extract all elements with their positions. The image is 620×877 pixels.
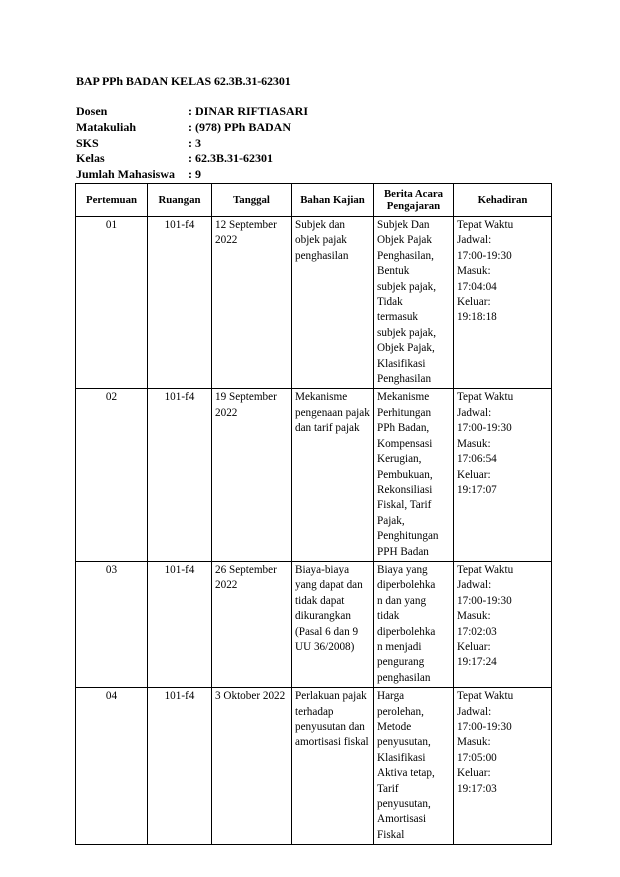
cell-tanggal: 3 Oktober 2022 bbox=[212, 688, 292, 845]
cell-bahan-kajian: Perlakuan pajak terhadap penyusutan dan amortisasi fiskal bbox=[292, 688, 374, 845]
table-header-row bbox=[76, 184, 552, 217]
berita-line: Subjek Dan bbox=[377, 219, 430, 231]
info-row-dosen bbox=[76, 104, 308, 120]
attendance-table bbox=[75, 183, 552, 845]
info-value: : 3 bbox=[188, 135, 201, 150]
cell-ruangan: 101-f4 bbox=[148, 688, 212, 845]
berita-line: penyusutan, bbox=[377, 798, 431, 811]
table-row bbox=[76, 561, 552, 687]
info-value: : (978) PPh BADAN bbox=[188, 119, 291, 134]
info-label: Dosen bbox=[76, 104, 108, 118]
cell-pertemuan: 04 bbox=[76, 688, 148, 845]
berita-line: termasuk bbox=[377, 311, 419, 324]
berita-line: diperbolehka bbox=[377, 625, 436, 638]
cell-ruangan: 101-f4 bbox=[148, 389, 212, 561]
cell-bahan-kajian: Mekanisme pengenaan pajak dan tarif pajak bbox=[292, 389, 374, 561]
cell-pertemuan: 01 bbox=[76, 217, 148, 389]
header-kehadiran: Kehadiran bbox=[454, 184, 552, 217]
info-value: : 62.3B.31-62301 bbox=[188, 151, 273, 166]
info-label: SKS bbox=[76, 135, 99, 150]
berita-line: PPh Badan, bbox=[377, 422, 430, 435]
cell-ruangan: 101-f4 bbox=[148, 217, 212, 389]
berita-line: Pembukuan, bbox=[377, 468, 433, 481]
kehadiran-line: Keluar: bbox=[457, 767, 491, 780]
berita-line: Metode bbox=[377, 721, 412, 733]
berita-line: n dan yang bbox=[377, 594, 427, 607]
cell-berita-acara bbox=[374, 561, 454, 687]
berita-line: Tarif bbox=[377, 782, 399, 795]
course-info bbox=[76, 104, 308, 183]
cell-pertemuan: 02 bbox=[76, 389, 148, 561]
cell-berita-acara bbox=[374, 217, 454, 389]
kehadiran-line: Keluar: bbox=[457, 296, 491, 309]
kehadiran-line: Keluar: bbox=[457, 640, 491, 653]
berita-line: Klasifikasi bbox=[377, 357, 426, 370]
cell-bahan-kajian: Subjek dan objek pajak penghasilan bbox=[292, 217, 374, 389]
kehadiran-line: 19:17:07 bbox=[457, 483, 497, 496]
berita-line: Aktiva tetap, bbox=[377, 767, 435, 780]
info-label: Kelas bbox=[76, 151, 105, 166]
kehadiran-line: 17:00-19:30 bbox=[457, 249, 512, 262]
info-value: : DINAR RIFTIASARI bbox=[188, 104, 309, 118]
kehadiran-line: 19:18:18 bbox=[457, 311, 497, 324]
kehadiran-line: 17:02:03 bbox=[457, 625, 497, 638]
berita-line: tidak bbox=[377, 610, 400, 623]
berita-line: Fiskal bbox=[377, 828, 405, 841]
cell-berita-acara bbox=[374, 688, 454, 845]
info-label: Matakuliah bbox=[76, 119, 137, 134]
table-row bbox=[76, 217, 552, 389]
cell-pertemuan: 03 bbox=[76, 561, 148, 687]
header-bahan-kajian: Bahan Kajian bbox=[292, 184, 374, 217]
header-tanggal: Tanggal bbox=[212, 184, 292, 217]
berita-line: pengurang bbox=[377, 656, 425, 669]
kehadiran-line: Masuk: bbox=[457, 265, 491, 278]
header-ruangan: Ruangan bbox=[148, 184, 212, 217]
info-value: : 9 bbox=[188, 167, 201, 182]
kehadiran-line: Tepat Waktu bbox=[457, 690, 514, 703]
berita-line: Penghasilan bbox=[377, 373, 432, 386]
berita-line: subjek pajak, bbox=[377, 326, 437, 339]
berita-line: n menjadi bbox=[377, 640, 422, 653]
cell-kehadiran bbox=[454, 561, 552, 687]
berita-line: Klasifikasi bbox=[377, 751, 426, 764]
kehadiran-line: 17:05:00 bbox=[457, 751, 497, 764]
berita-line: PPH Badan bbox=[377, 545, 429, 558]
kehadiran-line: 19:17:24 bbox=[457, 656, 497, 669]
berita-line: Penghitungan bbox=[377, 530, 439, 543]
kehadiran-line: Tepat Waktu bbox=[457, 391, 514, 404]
kehadiran-line: Tepat Waktu bbox=[457, 219, 514, 231]
table-row bbox=[76, 688, 552, 845]
info-label: Jumlah Mahasiswa bbox=[76, 167, 176, 182]
berita-line: Tidak bbox=[377, 296, 403, 309]
berita-line: subjek pajak, bbox=[377, 280, 437, 293]
berita-line: Rekonsiliasi bbox=[377, 483, 433, 496]
berita-line: Objek Pajak, bbox=[377, 342, 435, 355]
table-row bbox=[76, 389, 552, 561]
berita-line: Kerugian, bbox=[377, 453, 422, 466]
kehadiran-line: 17:06:54 bbox=[457, 453, 497, 466]
berita-line: Perhitungan bbox=[377, 406, 432, 419]
cell-berita-acara bbox=[374, 389, 454, 561]
kehadiran-line: Jadwal: bbox=[457, 579, 492, 592]
berita-line: Kompensasi bbox=[377, 437, 433, 450]
cell-kehadiran bbox=[454, 217, 552, 389]
berita-line: penghasilan bbox=[377, 671, 431, 684]
kehadiran-line: Jadwal: bbox=[457, 234, 492, 247]
berita-line: Bentuk bbox=[377, 265, 410, 278]
cell-kehadiran bbox=[454, 688, 552, 845]
info-row-matakuliah bbox=[76, 120, 308, 136]
berita-line: Mekanisme bbox=[377, 391, 430, 404]
cell-bahan-kajian: Biaya-biaya yang dapat dan tidak dapat dikurangkan (Pasal 6 dan 9 UU 36/2008) bbox=[292, 561, 374, 687]
berita-line: Biaya yang bbox=[377, 563, 428, 576]
berita-line: Amortisasi bbox=[377, 813, 427, 826]
info-row-jumlah-mahasiswa bbox=[76, 167, 308, 183]
kehadiran-line: Tepat Waktu bbox=[457, 563, 514, 576]
berita-line: Harga bbox=[377, 690, 405, 703]
kehadiran-line: Masuk: bbox=[457, 610, 491, 623]
header-pertemuan: Pertemuan bbox=[76, 184, 148, 217]
kehadiran-line: Masuk: bbox=[457, 437, 491, 450]
info-row-sks bbox=[76, 136, 308, 152]
berita-line: penyusutan, bbox=[377, 736, 431, 749]
berita-line: Penghasilan, bbox=[377, 249, 434, 262]
berita-line: Objek Pajak bbox=[377, 234, 432, 247]
kehadiran-line: Masuk: bbox=[457, 736, 491, 749]
kehadiran-line: 17:00-19:30 bbox=[457, 721, 512, 733]
info-row-kelas bbox=[76, 151, 308, 167]
kehadiran-line: Jadwal: bbox=[457, 705, 492, 718]
cell-ruangan: 101-f4 bbox=[148, 561, 212, 687]
kehadiran-line: 17:04:04 bbox=[457, 280, 497, 293]
kehadiran-line: Jadwal: bbox=[457, 406, 492, 419]
header-berita-acara: Berita Acara Pengajaran bbox=[374, 184, 454, 217]
table-body bbox=[76, 217, 552, 845]
cell-tanggal: 12 September 2022 bbox=[212, 217, 292, 389]
document-title: BAP PPh BADAN KELAS 62.3B.31-62301 bbox=[76, 74, 291, 88]
berita-line: Pajak, bbox=[377, 514, 405, 527]
kehadiran-line: Keluar: bbox=[457, 468, 491, 481]
kehadiran-line: 19:17:03 bbox=[457, 782, 497, 795]
berita-line: diperbolehka bbox=[377, 579, 436, 592]
cell-tanggal: 19 September 2022 bbox=[212, 389, 292, 561]
kehadiran-line: 17:00-19:30 bbox=[457, 422, 512, 435]
berita-line: perolehan, bbox=[377, 705, 424, 718]
cell-kehadiran bbox=[454, 389, 552, 561]
kehadiran-line: 17:00-19:30 bbox=[457, 594, 512, 607]
cell-tanggal: 26 September 2022 bbox=[212, 561, 292, 687]
berita-line: Fiskal, Tarif bbox=[377, 499, 432, 512]
